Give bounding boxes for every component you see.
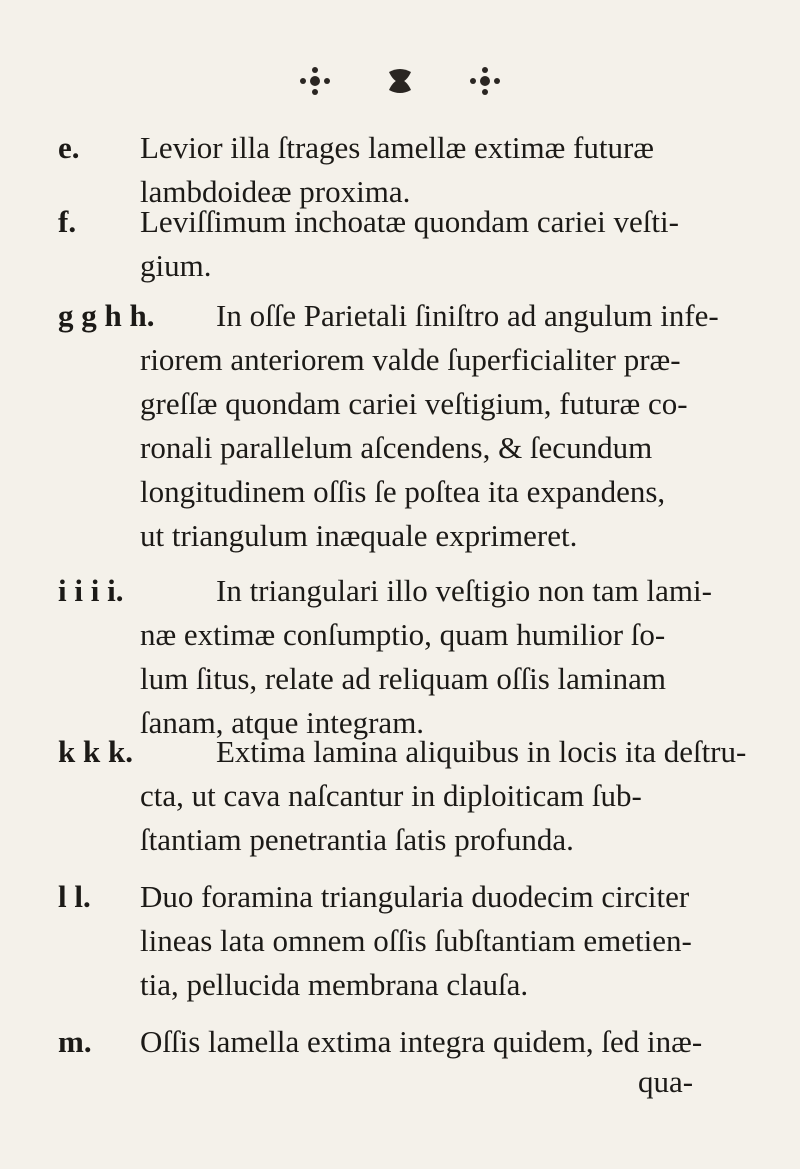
entry-label: i i i i.	[58, 573, 124, 608]
text-line: riorem anteriorem valde ſuperficialiter præ-	[140, 342, 681, 377]
text-line: lum ſitus, relate ad reliquam oſſis laminam	[140, 661, 667, 696]
text-line: tia, pellucida membrana clauſa.	[140, 967, 529, 1002]
text-line: In triangulari illo veſtigio non tam lami-	[216, 573, 712, 608]
entry	[58, 875, 778, 1007]
entry-label: m.	[58, 1024, 92, 1059]
text-line: ut triangulum inæquale exprimeret.	[140, 518, 578, 553]
text-line: næ extimæ conſumptio, quam humilior ſo-	[140, 617, 666, 652]
text-line: ſtantiam penetrantia ſatis profunda.	[140, 822, 574, 857]
text-line: In oſſe Parietali ſiniſtro ad angulum infe-	[216, 298, 719, 333]
entry-label: e.	[58, 130, 80, 165]
entry-text	[58, 200, 778, 288]
entry	[58, 294, 778, 558]
header-ornament	[0, 62, 800, 98]
entry-text	[58, 569, 778, 745]
entry	[58, 569, 778, 745]
entry-label: l l.	[58, 879, 91, 914]
entry-label: g g h h.	[58, 298, 155, 333]
text-line: gium.	[140, 248, 212, 283]
entry	[58, 730, 778, 862]
text-line: Leviſſimum inchoatæ quondam cariei veſti-	[140, 204, 679, 239]
catchword: qua-	[638, 1064, 694, 1099]
entry	[58, 200, 778, 288]
entry-text	[58, 1020, 778, 1064]
entry-text	[58, 294, 778, 558]
entry	[58, 1020, 778, 1064]
text-line: greſſæ quondam cariei veſtigium, futuræ co-	[140, 386, 688, 421]
entry-text	[58, 875, 778, 1007]
text-line: Extima lamina aliquibus in locis ita deſtru-	[216, 734, 747, 769]
text-line: longitudinem oſſis ſe poſtea ita expandens,	[140, 474, 666, 509]
text-line: ſanam, atque integram.	[140, 705, 425, 740]
text-line: cta, ut cava naſcantur in diploiticam ſub-	[140, 778, 642, 813]
text-line: ronali parallelum aſcendens, & ſecundum	[140, 430, 653, 465]
text-line: lambdoideæ proxima.	[140, 174, 411, 209]
entry-label: f.	[58, 204, 77, 239]
text-line: lineas lata omnem oſſis ſubſtantiam emetien-	[140, 923, 692, 958]
fleuron-icon	[285, 64, 515, 98]
text-line: Duo foramina triangularia duodecim circiter	[140, 879, 690, 914]
entry-text	[58, 730, 778, 862]
text-line: Levior illa ſtrages lamellæ extimæ futuræ	[140, 130, 654, 165]
text-line: Oſſis lamella extima integra quidem, ſed inæ-	[140, 1024, 703, 1059]
entry-label: k k k.	[58, 734, 133, 769]
